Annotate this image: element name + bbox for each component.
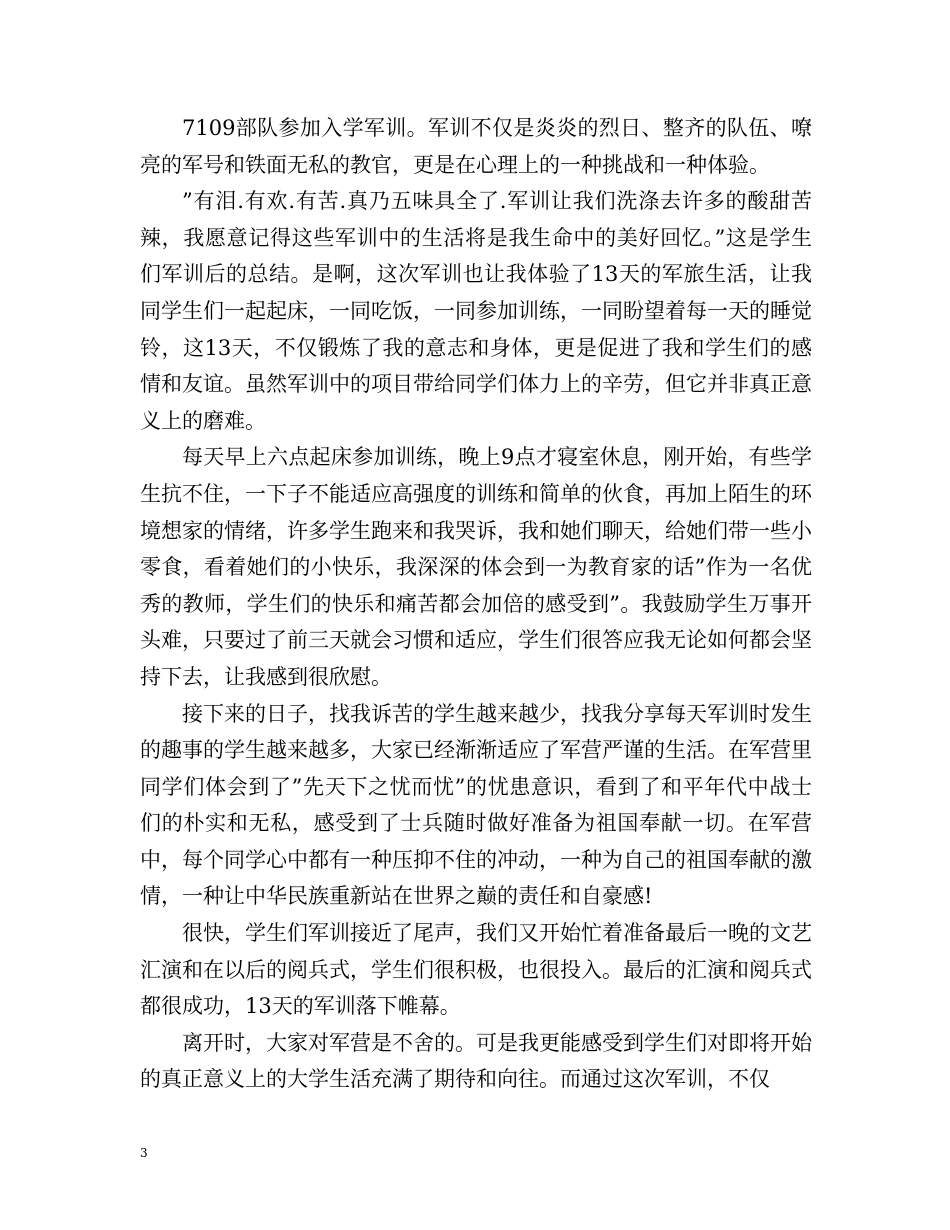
paragraph-3: 每天早上六点起床参加训练，晚上9点才寝室休息，刚开始，有些学生抗不住，一下子不能适应高强度的训练和简单的伙食，再加上陌生的环境想家的情绪，许多学生跑来和我哭诉，我和她们聊天，给她们带一些小零食，看着她们的小快乐，我深深的体会到一为教育家的话”作为一名优秀的教师，学生们的快乐和痛苦都会加倍的感受到”。我鼓励学生万事开头难，只要过了前三天就会习惯和适应，学生们很答应我无论如何都会坚持下去，让我感到很欣慰。 bbox=[140, 445, 812, 689]
paragraph-6: 离开时，大家对军营是不舍的。可是我更能感受到学生们对即将开始的真正意义上的大学生活充满了期待和向往。而通过这次军训，不仅 bbox=[140, 1030, 812, 1092]
document-body bbox=[140, 110, 812, 1098]
paragraph-2: ”有泪.有欢.有苦.真乃五味具全了.军训让我们洗涤去许多的酸甜苦辣，我愿意记得这些军训中的生活将是我生命中的美好回忆。”这是学生们军训后的总结。是啊，这次军训也让我体验了13天的军旅生活，让我同学生们一起起床，一同吃饭，一同参加训练，一同盼望着每一天的睡觉铃，这13天，不仅锻炼了我的意志和身体，更是促进了我和学生们的感情和友谊。虽然军训中的项目带给同学们体力上的辛劳，但它并非真正意义上的磨难。 bbox=[140, 189, 812, 433]
page-number: 3 bbox=[140, 1146, 148, 1160]
paragraph-5: 很快，学生们军训接近了尾声，我们又开始忙着准备最后一晚的文艺汇演和在以后的阅兵式，学生们很积极，也很投入。最后的汇演和阅兵式都很成功，13天的军训落下帷幕。 bbox=[140, 921, 812, 1019]
paragraph-1: 7109部队参加入学军训。军训不仅是炎炎的烈日、整齐的队伍、嘹亮的军号和铁面无私的教官，更是在心理上的一种挑战和一种体验。 bbox=[140, 116, 812, 177]
paragraph-4: 接下来的日子，找我诉苦的学生越来越少，找我分享每天军训时发生的趣事的学生越来越多，大家已经渐渐适应了军营严谨的生活。在军营里同学们体会到了”先天下之忧而忧”的忧患意识，看到了和平年代中战士们的朴实和无私，感受到了士兵随时做好准备为祖国奉献一切。在军营中，每个同学心中都有一种压抑不住的冲动，一种为自己的祖国奉献的激情，一种让中华民族重新站在世界之巅的责任和自豪感! bbox=[140, 701, 812, 909]
